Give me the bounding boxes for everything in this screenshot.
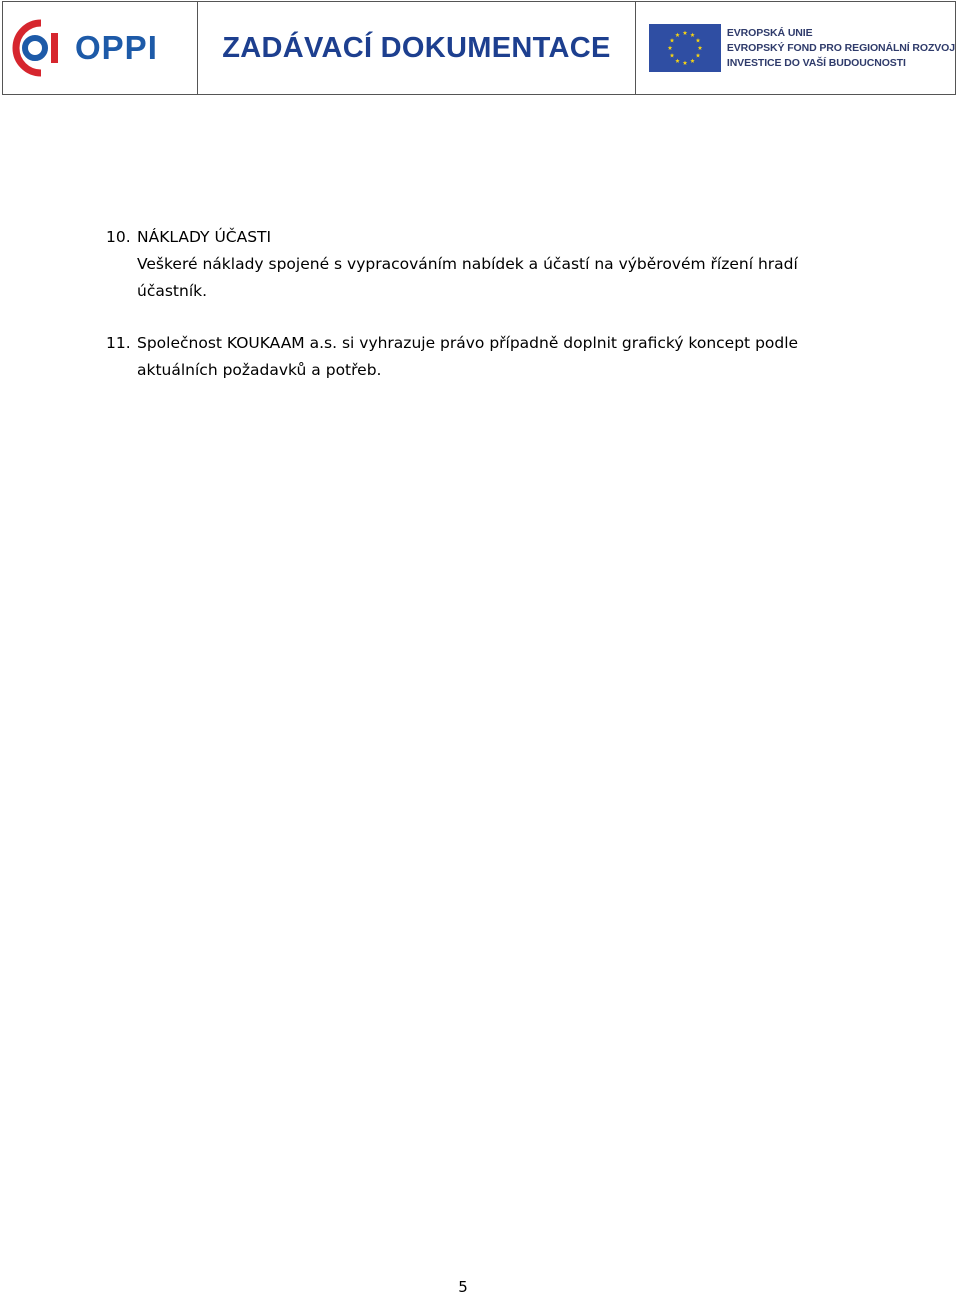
eu-line-union: EVROPSKÁ UNIE	[726, 27, 813, 39]
eu-line-investment: INVESTICE DO VAŠÍ BUDOUCNOSTI	[726, 57, 906, 69]
section-number: 10.	[106, 228, 131, 246]
page-header	[2, 1, 956, 95]
eu-line-fund: EVROPSKÝ FOND PRO REGIONÁLNÍ ROZVOJ	[726, 42, 955, 54]
section-text-line: aktuálních požadavků a potřeb.	[137, 361, 382, 379]
section-text-line: Společnost KOUKAAM a.s. si vyhrazuje právo případně doplnit grafický koncept podle	[137, 334, 799, 352]
oppi-logo	[3, 2, 198, 94]
document-title-cell	[198, 2, 636, 94]
section-number: 11.	[106, 334, 131, 352]
eu-text-block	[727, 27, 955, 69]
document-title: ZADÁVACÍ DOKUMENTACE	[222, 31, 611, 64]
section-heading: NÁKLADY ÚČASTI	[137, 228, 272, 246]
eu-flag-icon	[649, 24, 721, 72]
eu-logo	[636, 2, 955, 94]
oppi-logo-text: OPPI	[75, 29, 158, 66]
section-text-line: Veškeré náklady spojené s vypracováním nabídek a účastí na výběrovém řízení hradí	[137, 255, 798, 273]
oppi-logo-icon	[11, 19, 63, 77]
section-text-line: účastník.	[137, 282, 208, 300]
page-number: 5	[458, 1278, 468, 1296]
